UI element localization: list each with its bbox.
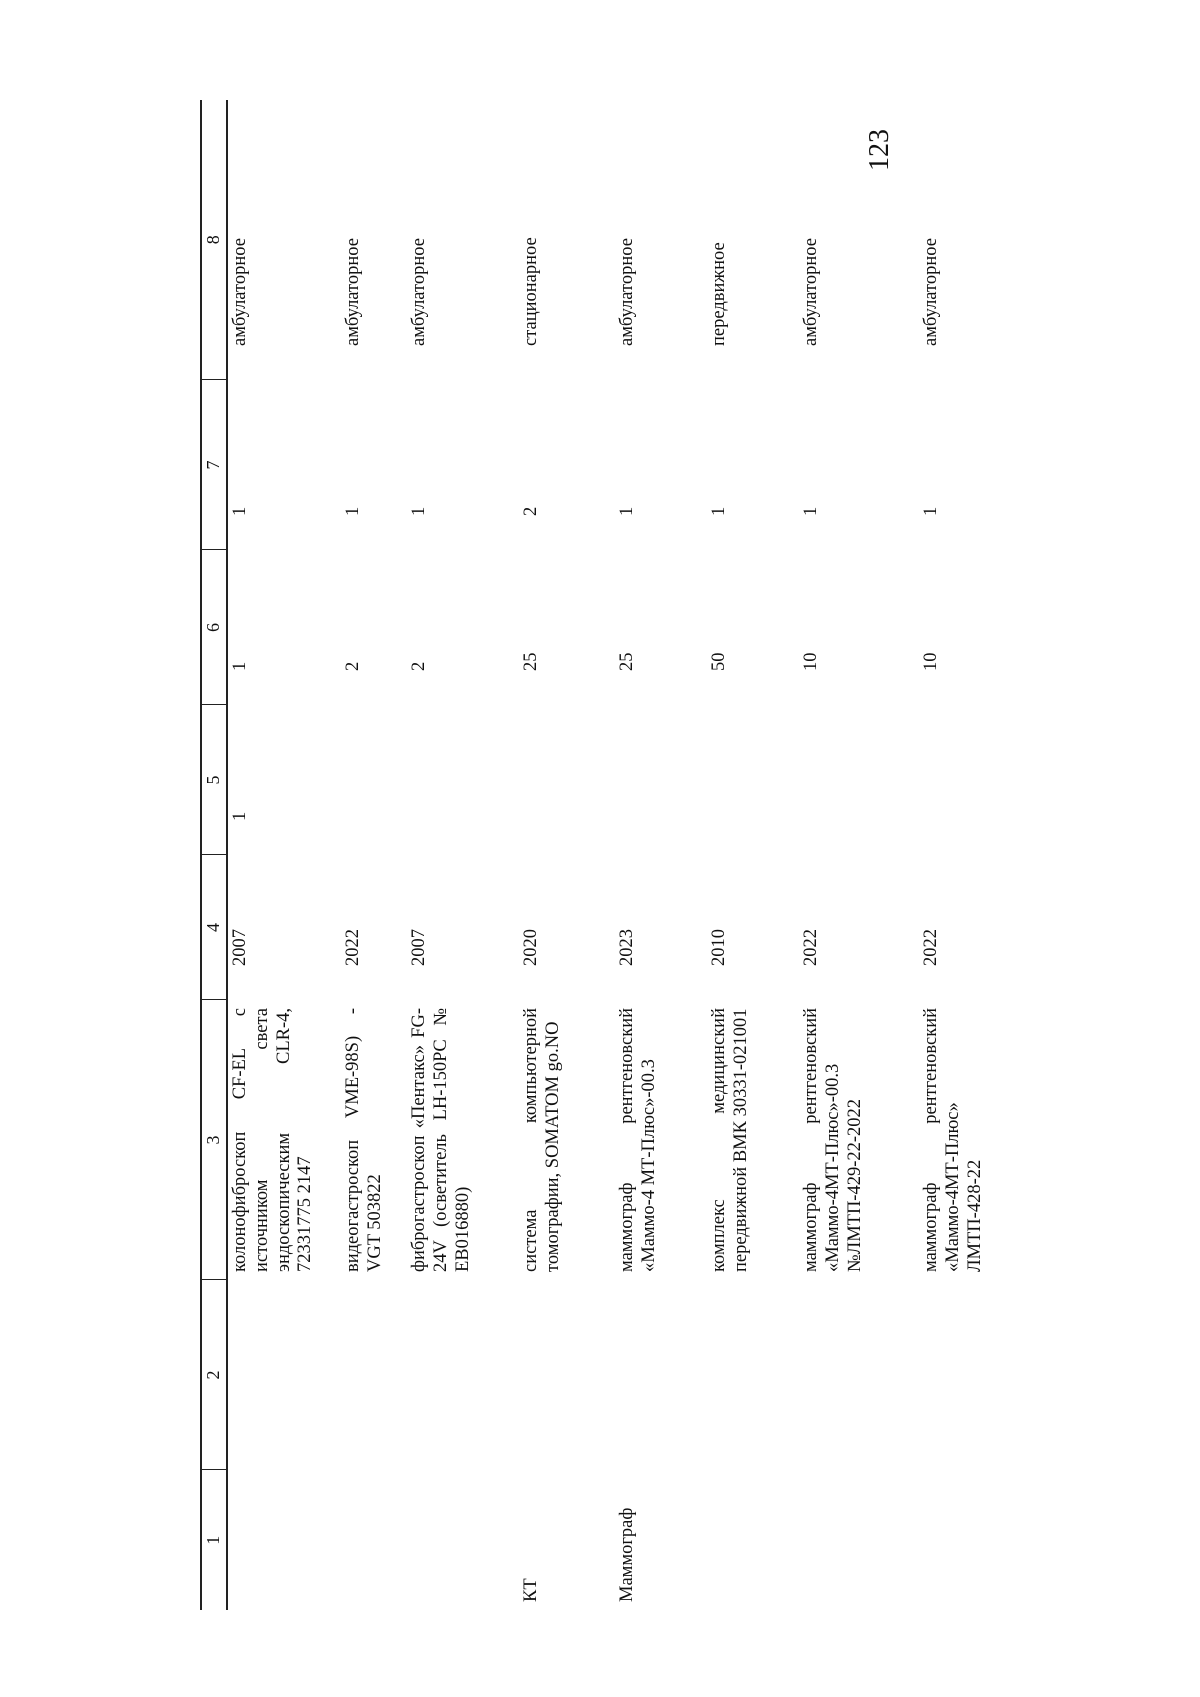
- table-row: [519, 100, 615, 1610]
- cell-equipment: комплекс медицинский передвижной ВМК 30331-021001: [709, 1008, 751, 1272]
- cell-count: 1: [343, 506, 363, 516]
- cell-count: 1: [709, 506, 729, 516]
- cell-count: 1: [230, 506, 250, 516]
- cell-type: КТ: [521, 1578, 541, 1602]
- cell-col5: [919, 705, 1019, 855]
- cell-col5: [799, 705, 919, 855]
- header-cell: 3: [201, 1000, 227, 1280]
- cell-type: [919, 1470, 1019, 1610]
- header-cell: 1: [201, 1470, 227, 1610]
- rotated-table-canvas: [200, 100, 1000, 1610]
- cell-year: 2022: [921, 929, 941, 966]
- cell-col2: [519, 1280, 615, 1470]
- cell-year: 2010: [709, 929, 729, 966]
- table-row: [341, 100, 407, 1610]
- cell-type: Маммограф: [617, 1507, 637, 1602]
- cell-col6: 10: [801, 652, 821, 671]
- cell-equipment: маммограф рентгеновский «Маммо-4МТ-Плюс»-00.3 №ЛМТП-429-22-2022: [801, 1008, 865, 1272]
- cell-year: 2020: [521, 929, 541, 966]
- cell-equipment: колонофиброскоп CF-EL с источником света эндоскопическим CLR-4, 72331775 2147: [230, 1008, 316, 1272]
- cell-type: [707, 1470, 799, 1610]
- table-row: [707, 100, 799, 1610]
- cell-col5: [707, 705, 799, 855]
- cell-type: [407, 1470, 519, 1610]
- cell-year: 2023: [617, 929, 637, 966]
- cell-mode: амбулаторное: [617, 238, 637, 346]
- header-cell: 8: [201, 100, 227, 380]
- header-cell: 2: [201, 1280, 227, 1470]
- cell-col6: 2: [409, 661, 429, 671]
- cell-col5: [519, 705, 615, 855]
- table-row: [919, 100, 1019, 1610]
- cell-col2: [407, 1280, 519, 1470]
- cell-year: 2022: [343, 929, 363, 966]
- cell-count: 1: [409, 506, 429, 516]
- cell-type: [799, 1470, 919, 1610]
- cell-mode: амбулаторное: [409, 238, 429, 346]
- table-header-row: [201, 100, 227, 1610]
- cell-col5: [615, 705, 707, 855]
- page-number: 123: [864, 129, 895, 171]
- table-row: [227, 100, 341, 1610]
- cell-type: [341, 1470, 407, 1610]
- cell-equipment: система компьютерной томографии, SOMATOM go.NO: [521, 1008, 563, 1272]
- cell-col2: [919, 1280, 1019, 1470]
- cell-mode: амбулаторное: [801, 238, 821, 346]
- cell-col6: 50: [709, 652, 729, 671]
- cell-col5: [341, 705, 407, 855]
- cell-type: [227, 1470, 341, 1610]
- cell-count: 1: [617, 506, 637, 516]
- cell-equipment: фиброгастроскоп «Пентакс» FG-24V (осветитель LH-150PC № EB016880): [409, 1008, 473, 1272]
- cell-col6: 25: [521, 652, 541, 671]
- table-row: [615, 100, 707, 1610]
- cell-mode: амбулаторное: [921, 238, 941, 346]
- cell-col6: 25: [617, 652, 637, 671]
- cell-col2: [707, 1280, 799, 1470]
- cell-year: 2007: [230, 929, 250, 966]
- cell-col2: [227, 1280, 341, 1470]
- table-row: [407, 100, 519, 1610]
- header-cell: 4: [201, 855, 227, 1000]
- cell-col5: [407, 705, 519, 855]
- cell-count: 1: [801, 506, 821, 516]
- cell-equipment: маммограф рентгеновский «Маммо-4МТ-Плюс» ЛМТП-428-22: [921, 1008, 985, 1272]
- cell-col6: 1: [230, 661, 250, 671]
- cell-mode: стационарное: [521, 237, 541, 346]
- cell-year: 2022: [801, 929, 821, 966]
- header-cell: 7: [201, 380, 227, 550]
- cell-mode: передвижное: [709, 242, 729, 346]
- cell-col6: 2: [343, 661, 363, 671]
- cell-mode: амбулаторное: [343, 238, 363, 346]
- cell-col2: [615, 1280, 707, 1470]
- table-row: [799, 100, 919, 1610]
- header-cell: 5: [201, 705, 227, 855]
- header-cell: 6: [201, 550, 227, 705]
- cell-col6: 10: [921, 652, 941, 671]
- cell-count: 2: [521, 506, 541, 516]
- cell-col2: [799, 1280, 919, 1470]
- equipment-table: [200, 100, 1019, 1610]
- cell-equipment: видеогастроскоп VME-98S) -VGT 503822: [343, 1008, 385, 1272]
- cell-col5: 1: [230, 811, 250, 821]
- cell-mode: амбулаторное: [230, 238, 250, 346]
- cell-year: 2007: [409, 929, 429, 966]
- cell-count: 1: [921, 506, 941, 516]
- cell-col2: [341, 1280, 407, 1470]
- cell-equipment: маммограф рентгеновский «Маммо-4 МТ-Плюс»-00.3: [617, 1008, 659, 1272]
